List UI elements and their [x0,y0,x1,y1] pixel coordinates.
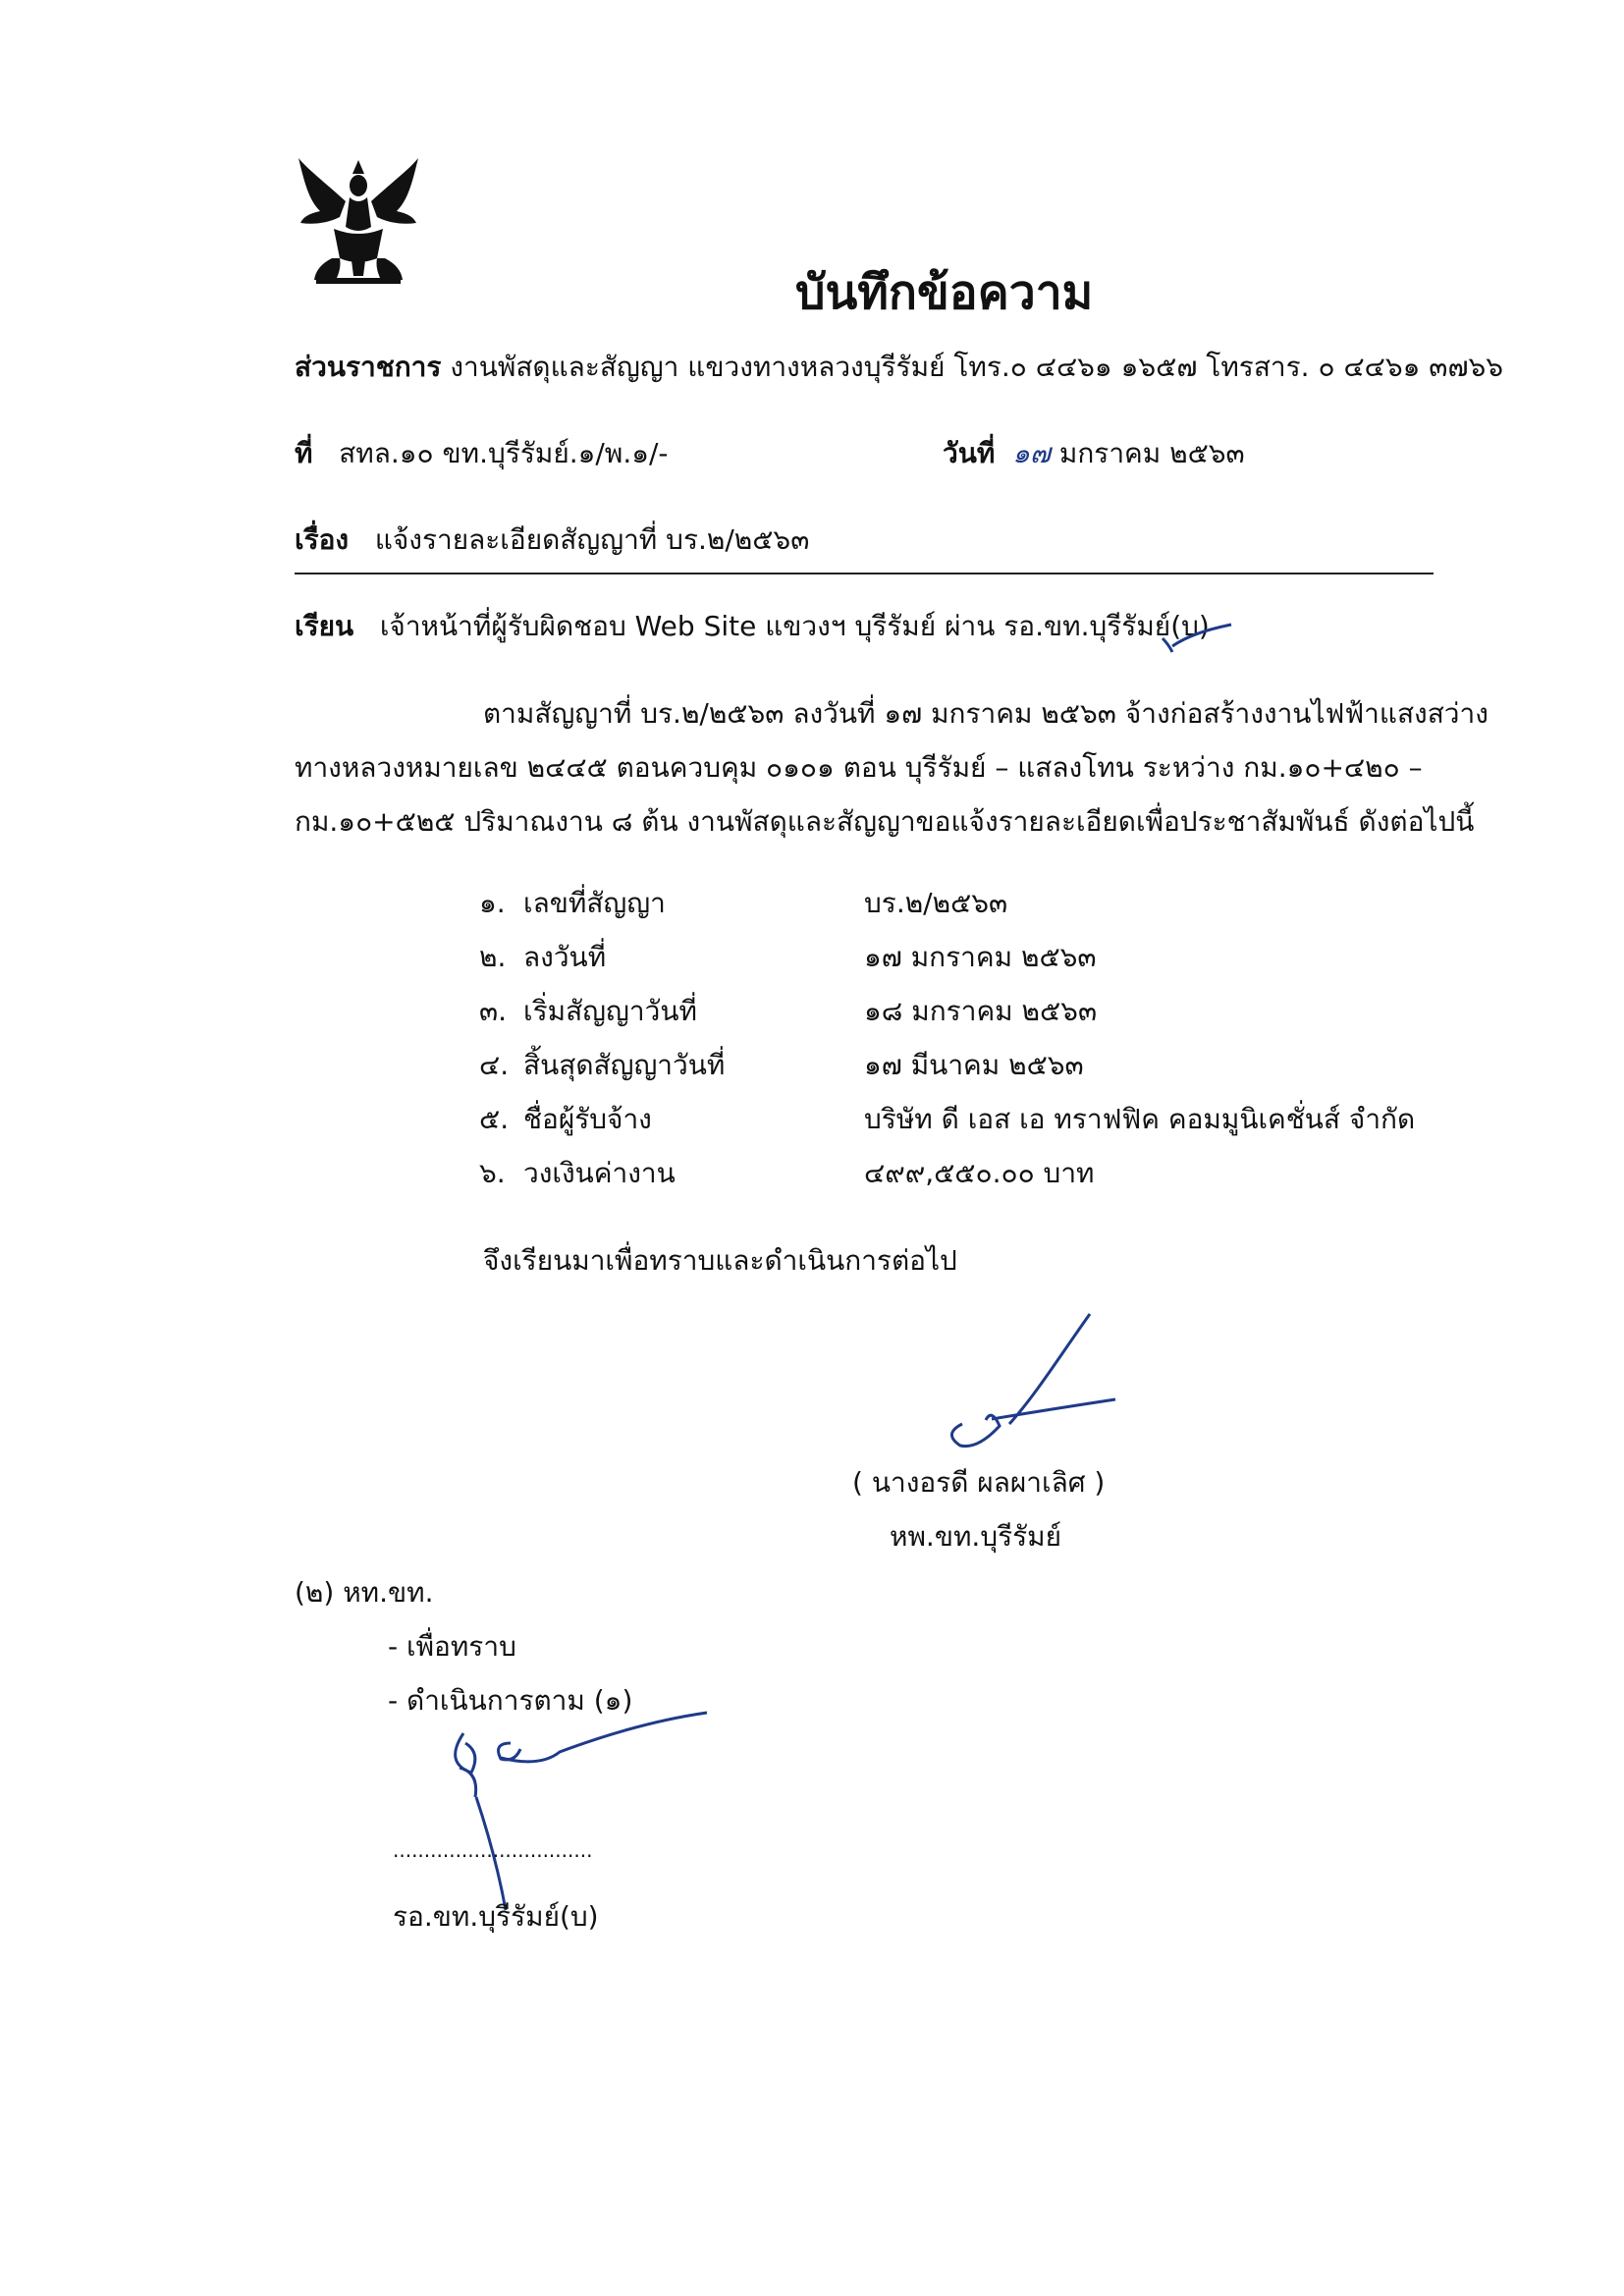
header-divider [295,573,1434,574]
closing-line: จึงเรียนมาเพื่อทราบและดำเนินการต่อไป [483,1244,957,1277]
date-day-handwritten: ๑๗ [1012,437,1051,469]
signature-image [442,1714,736,1920]
detail-item-label: ๒. ลงวันที่ [479,941,607,973]
note-for-action: - ดำเนินการตาม (๑) [388,1684,633,1717]
detail-item-label: ๔. สิ้นสุดสัญญาวันที่ [479,1049,726,1081]
paragraph-line-1: ตามสัญญาที่ บร.๒/๒๕๖๓ ลงวันที่ ๑๗ มกราคม ๒๕๖๓ จ้างก่อสร้างงานไฟฟ้าแสงสว่าง [483,697,1489,730]
reference-label: ที่ [295,437,313,469]
detail-item-label: ๖. วงเงินค่างาน [479,1157,676,1189]
date-month-year: มกราคม ๒๕๖๓ [1058,437,1245,469]
detail-item-label: ๓. เริ่มสัญญาวันที่ [479,995,697,1027]
signature-dotted-line: ................................ [393,1838,593,1862]
addressee-value: เจ้าหน้าที่ผู้รับผิดชอบ Web Site แขวงฯ บุรีรัมย์ ผ่าน รอ.ขท.บุรีรัมย์(บ) [379,610,1210,642]
signature-image [943,1306,1139,1453]
detail-item-value: ๑๗ มีนาคม ๒๕๖๓ [864,1049,1084,1081]
subject-label: เรื่อง [295,523,350,556]
agency-line [295,346,1503,389]
forward-label: (๒) หท.ขท. [295,1576,434,1609]
reference-value: สทล.๑๐ ขท.บุรีรัมย์.๑/พ.๑/- [339,437,669,469]
memo-title: บันทึกข้อความ [795,265,1094,320]
detail-item-value: ๔๙๙,๕๕๐.๐๐ บาท [864,1157,1095,1189]
subject-value: แจ้งรายละเอียดสัญญาที่ บร.๒/๒๕๖๓ [374,523,810,556]
signatory-position: หพ.ขท.บุรีรัมย์ [890,1520,1062,1553]
detail-item-label: ๑. เลขที่สัญญา [479,887,666,919]
reference-line [295,432,669,475]
subject-line [295,519,809,562]
paragraph-line-3: กม.๑๐+๕๒๕ ปริมาณงาน ๘ ต้น งานพัสดุและสัญญาขอแจ้งรายละเอียดเพื่อประชาสัมพันธ์ ดังต่อไปนี้ [295,805,1475,838]
detail-item-value: ๑๘ มกราคม ๒๕๖๓ [864,995,1098,1027]
note-for-acknowledgement: - เพื่อทราบ [388,1630,516,1663]
detail-item-value: บร.๒/๒๕๖๓ [864,887,1008,919]
footer-position: รอ.ขท.บุรีรัมย์(บ) [393,1900,599,1933]
addressee-line [295,605,1210,648]
agency-label: ส่วนราชการ [295,351,442,383]
signatory-name: ( นางอรดี ผลผาเลิศ ) [852,1466,1106,1499]
date-line [943,432,1245,475]
date-label: วันที่ [943,437,996,469]
detail-item-value: บริษัท ดี เอส เอ ทราฟฟิค คอมมูนิเคชั่นส์ จำกัด [864,1103,1416,1135]
agency-value: งานพัสดุและสัญญา แขวงทางหลวงบุรีรัมย์ โทร.๐ ๔๔๖๑ ๑๖๕๗ โทรสาร. ๐ ๔๔๖๑ ๓๗๖๖ [450,351,1504,383]
initial-mark-icon [1159,617,1237,656]
detail-item-value: ๑๗ มกราคม ๒๕๖๓ [864,941,1097,973]
addressee-label: เรียน [295,610,354,642]
garuda-emblem-icon [295,152,422,295]
detail-item-label: ๕. ชื่อผู้รับจ้าง [479,1103,652,1135]
paragraph-line-2: ทางหลวงหมายเลข ๒๔๔๕ ตอนควบคุม ๐๑๐๑ ตอน บุรีรัมย์ – แสลงโทน ระหว่าง กม.๑๐+๔๒๐ – [295,751,1423,784]
